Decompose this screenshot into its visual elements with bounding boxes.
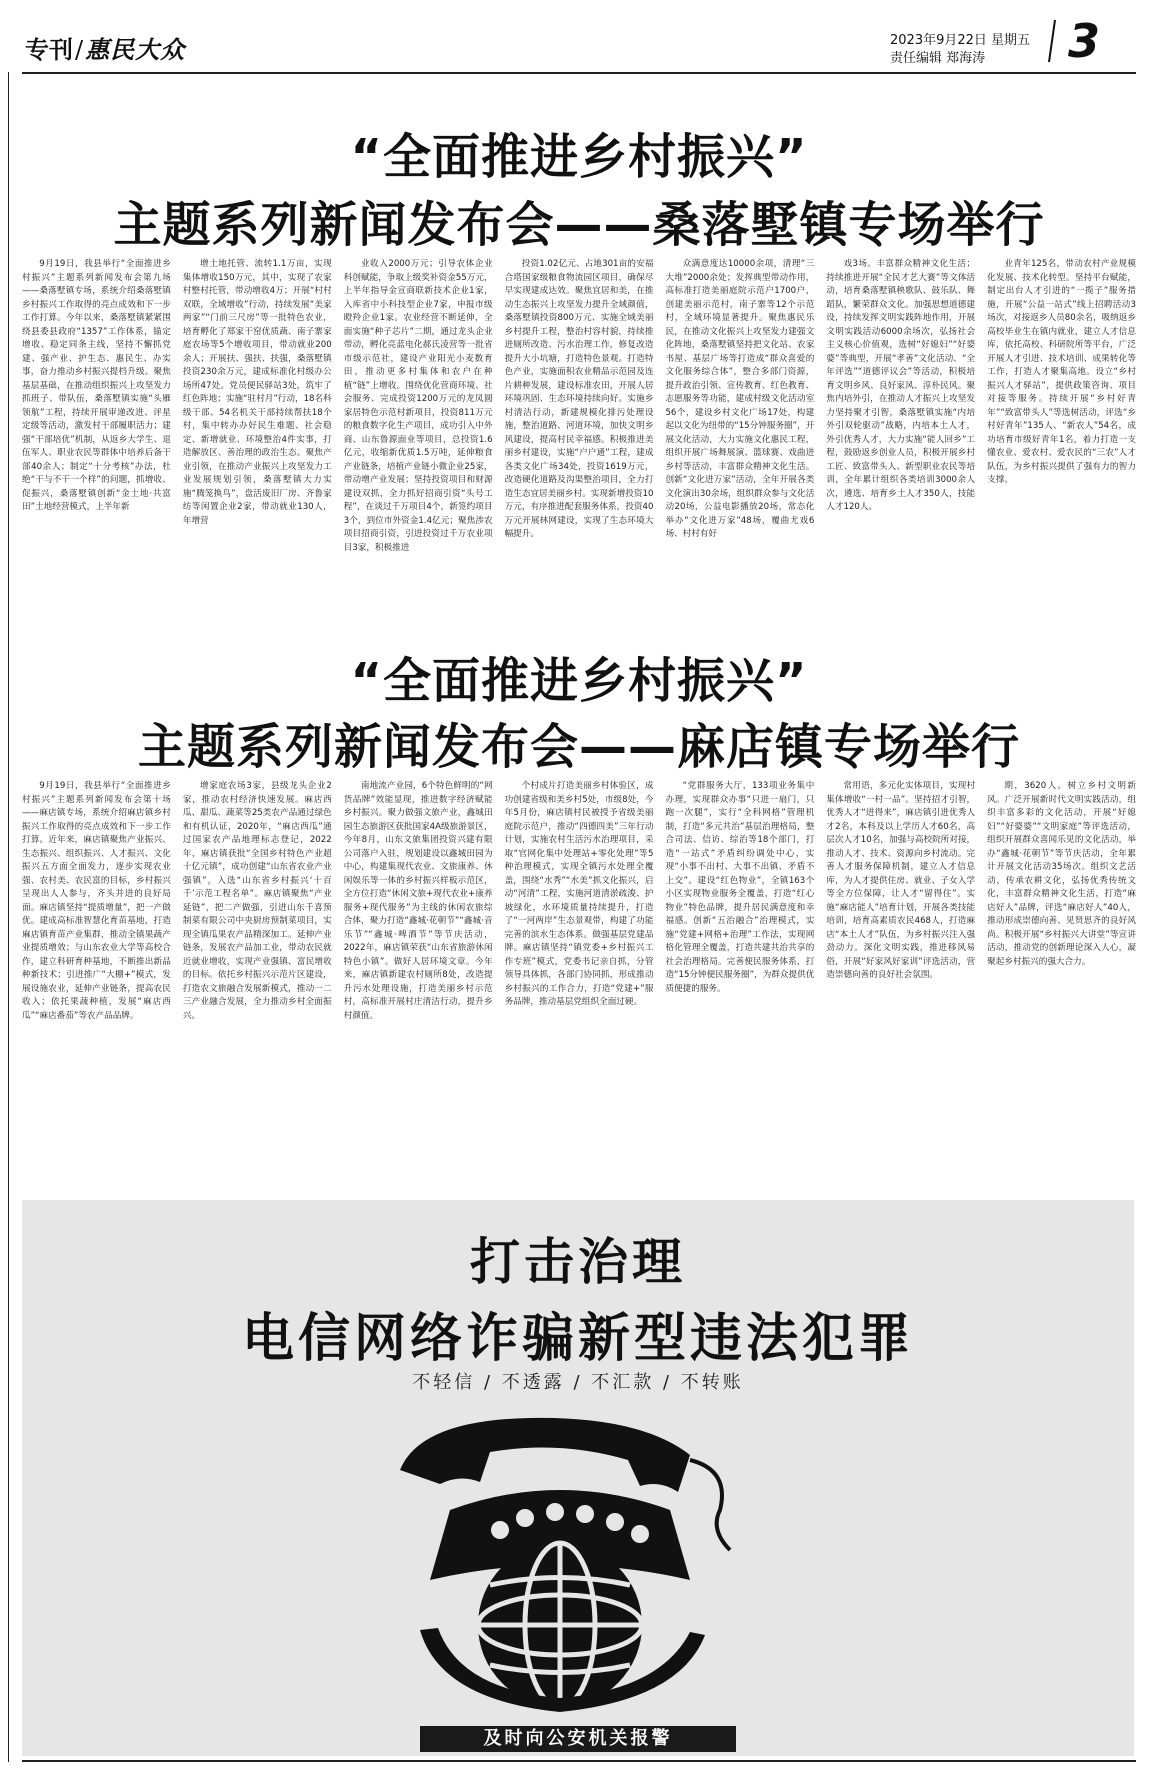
article2-text: 增家庭农场3家，县级龙头企业2家，推动农村经济快速发展。麻店西瓜、甜瓜、蔬菜等25类农产品通过绿色和有机认证，2020年，“麻店西瓜”通过国家农产品地理标志登记，2022年，麻店镇获批“全国乡村特色产业超十亿元镇”，成功创建“山东省农业产业强镇”，入选“山东省乡村振兴‘十百千’示范工程名单”。麻店镇聚焦“产业延链”，把二产做强，引进山东千喜预制菜有限公司中央厨房预制菜项目，实现全镇瓜果农产品精深加工。延伸产业链条，发展农产品加工业，带动农民就近就业增收，实现产业强镇、富民增收的目标。依托乡村振兴示范片区建设，打造农文旅融合发展新模式，推动一二三产业融合发展，全力推动乡村全面振兴。 [182, 781, 332, 1021]
article2-column [22, 780, 171, 1188]
page-number: 3 [1068, 14, 1101, 68]
poster-title-line1: 打击治理 [470, 1233, 686, 1291]
editor-credit: 责任编辑 郑海涛 [890, 51, 986, 66]
article1-body [22, 258, 1136, 613]
article1-text: 戏3场。丰富群众精神文化生活；持续推进开展“全民才艺大赛”等文体活动，培育桑落墅镇秧歌队、鼓乐队、舞蹈队，繁荣群众文化。加强思想道德建设，持续发挥文明实践阵地作用，开展文明实践活动6000余场次，弘扬社会主义核心价值观，选树“好媳妇”“好婆婆”等典型，开展“孝善”文化活动、“全年评选”“道德评议会”等活动，积极培育文明乡风、良好家风、淳朴民风。聚焦内培外引，在推动人才振兴上攻坚发力坚持聚才引智，桑落墅镇实施“内培外引双轮驱动”战略，内培本土人才，外引优秀人才，大力实施“能人回乡”工程，鼓励返乡创业人员，积极开展乡村工匠、致富带头人、新型职业农民等培训，全年累计组织各类培训3000余人次，遴选、培育乡土人才350人，技能人才120人。 [826, 259, 976, 512]
article1-text: 众满意度达10000余项，清理“三大堆”2000余处；发挥典型带动作用，高标准打造美丽庭院示范户1700户，创建美丽示范村，南子寨等12个示范村，全域环境显著提升。聚焦惠民乐民，在推动文化振兴上攻坚发力建强文化阵地，桑落墅镇坚持把文化站、农家书屋、基层广场等打造成“群众喜爱的文化服务综合体”，整合多部门资源，提升政治引领、宣传教育、红色教育、志愿服务等功能，建成村级文化活动室56个，建设乡村文化广场17处，构建起以文化为纽带的“15分钟服务圈”，开展文化活动，大力实施文化惠民工程，组织开展广场舞展演、篮球赛、戏曲进乡村等活动，丰富群众精神文化生活。创新“文化进万家”活动，全年开展各类文化演出30余场，组织群众参与文化活动20场，公益电影播放20场，常态化举办“文化进万家”48场，覆曲尤戏6场、村村有好 [665, 259, 815, 539]
article1-title-line1: “全面推进乡村振兴” [350, 129, 808, 185]
article2-column [344, 780, 493, 1188]
article2-text: 期，3620人。树立乡村文明新风。广泛开展新时代文明实践活动，组织丰富多彩的文化活动，开展“好媳妇”“好婆婆”“文明家庭”等评选活动，组织开展群众喜闻乐见的文化活动，举办“鑫城·花朝节”等节庆活动，全年累计开展文化活动35场次。组织文艺活动，传承农耕文化，弘扬优秀传统文化，丰富群众精神文化生活，打造“麻店好人”品牌，评选“麻店好人”40人，推动形成崇德向善、见贤思齐的良好风尚。积极开展“乡村振兴大讲堂”等宣讲活动，推动党的创新理论深入人心，凝聚起乡村振兴的强大合力。 [987, 781, 1137, 967]
article1-column [826, 258, 975, 613]
section-label: 专刊 [25, 35, 73, 64]
article2-title-line1: “全面推进乡村振兴” [350, 653, 808, 709]
page-slash-icon [1048, 18, 1056, 64]
article1-text: 投资1.02亿元、占地301亩的安福合塔国家级粮食物流园区项目，确保尽早实现建成达效。聚焦宜居和美，在推动生态振兴上攻坚发力提升全域颜值，桑落墅镇投资800万元、实施全域美丽乡村提升工程，整治村容村貌，持续推进厕所改造、污水治理工作，修复改造提升大小坑塘，打造特色景观。打造特色产业，实施面积农业精品示范园及连片耕种发展，建设标准农田，开展人居环境巩固、生态环境持续向好。实施乡村清洁行动，新建规模化排污处理设施，整治道路、河道环境，加快文明乡风建设，提高村民幸福感。积极推进美丽乡村建设，实施“户户通”工程，建成各类文化广场34处，投资1619万元，改造硬化道路及沟渠整治项目，全力打造生态宜居美丽乡村。实现新增投资10万元，有序推进配套服务体系，投资40万元开展林网建设，实现了生态环境大幅提升。 [504, 259, 654, 539]
article2-text: 个村成片打造美丽乡村体验区，成功创建省级和美乡村5处，市级8处，今年5月份，麻店镇村民被授予省级美丽庭院示范户，推动“四德四美”三年行动计划，实施农村生活污水治理项目，采取“官网化集中处理站+零化处理”等5种治理模式，实现全镇污水处理全覆盖，围绕“水秀”“水美”抓文化振兴，启动“河清”工程，实施河道清淤疏浚、护坡绿化，水环境质量持续提升，打造了“一河两岸”生态景观带，构建了功能完善的滨水生态体系。做强基层党建品牌。麻店镇坚持“镇党委+乡村振兴工作专班”模式，党委书记亲自抓，分管领导具体抓，各部门协同抓，形成推动乡村振兴的工作合力，打造“党建+”服务品牌，推动基层党组织全面过硬。 [504, 781, 654, 1007]
column-label: 惠民大众 [85, 35, 186, 64]
article2-body [22, 780, 1136, 1188]
poster-title-line2: 电信网络诈骗新型违法犯罪 [241, 1309, 914, 1369]
section-title [25, 30, 185, 65]
article2-title-line2: 主题系列新闻发布会——麻店镇专场举行 [137, 719, 1020, 775]
section-slash: / [75, 36, 84, 64]
article2-column [665, 780, 814, 1188]
article2-column [183, 780, 332, 1188]
article1-text: 9月19日，我县举行“全面推进乡村振兴”主题系列新闻发布会第九场——桑落墅镇专场，系统介绍桑落墅镇乡村振兴工作取得的亮点成效和下一步工作打算。今年以来，桑落墅镇紧紧围绕县委县政府“1357”工作体系，锚定增收、稳定同条主线，坚持不懈抓党建、强产业、护生态、惠民生、办实事，奋力推动乡村振兴提档升级。聚焦基层基础，在推动组织振兴上攻坚发力抓班子、带队伍，桑落墅镇实施“头雁领航”工程，持续开展审递改进、评星定级等活动，激发村干部履职活力；建强“干部培优”机制，从返乡大学生、退伍军人、职业农民等群体中培养后备干部40余人；制定“十分考核”办法，杜绝“干与不干一个样”的问题，抓增收、促振兴，桑落墅镇创新“金土地·共富田”土地经营模式，上半年新 [22, 259, 171, 512]
article1-text: 业青年125名，带动农村产业规模化发展、技术化转型。坚持平台赋能，制定出台人才引进的“一揽子”服务措施，开展“公益一站式”线上招聘活动3场次，对接返乡人员80余名，吸纳返乡高校毕业生在镇内就业，建立人才信息库，依托高校、科研院所等平台，广泛开展人才引进、技术培训、成果转化等工作，打造人才聚集高地。设立“乡村振兴人才驿站”，提供政策咨询、项目对接等服务。持续开展“乡村好青年”“致富带头人”等选树活动，评选“乡村好青年”135人、“新农人”54名，成功培育市级好青年1名，着力打造一支懂农业、爱农村、爱农民的“三农”人才队伍，为乡村振兴提供了强有力的智力支撑。 [987, 259, 1137, 485]
article1-text: 增土地托管、流转1.1万亩，实现集体增收150万元，其中，实现了农家村整村托管，带动增收4万；开展“村村双联，全域增收”行动，持续发展“美家两家”“门前三尺房”等一批特色农业，培育孵化了郑家干窑优质蔬、南子寨家庭农场等5个增收项目，带动就业200余人；开展扶、强扶、扶强，桑落墅镇投资230余万元，建成标准化村级办公场所47处。党员便民驿站3处，筑牢了红色阵地；实施“驻村月”行动，18名科级干部、54名机关干部持续帮扶18个村，集中转办办好民生难题、社会稳定、新增就业、环境整治4件实事，打造解放区、善治理的政治生态。聚焦产业引领，在推动产业振兴上攻坚发力工业发展规划引领，桑落墅镇大力实施“腾笼换鸟”，盘活废旧厂房、齐鲁家纺等闲置企业2家，带动就业130人，年增营 [182, 259, 332, 526]
telephone-globe-icon [360, 1400, 760, 1716]
article2-text: 常用语，多元化实体项目，实现村集体增收“一村一品”。坚持招才引智，优秀人才“进得来”，麻店镇引进优秀人才2名，本科及以上学历人才60名，高层次人才10名，加强与高校院所对接，推动人才、技术、资源向乡村流动。完善人才服务保障机制，建立人才信息库，为人才提供住房、就业、子女入学等全方位保障，让人才“留得住”。实施“麻店能人”培育计划，开展各类技能培训，培育高素质农民468人，打造麻店“本土人才”队伍，为乡村振兴注入强劲动力。深化文明实践，推进移风易俗，开展“好家风好家训”评选活动，营造崇德向善的良好社会氛围。 [826, 781, 976, 980]
left-margin-rule [0, 72, 9, 1762]
article1-column [344, 258, 493, 613]
article2-text: “党群服务大厅，133项业务集中办理，实现群众办事“只进一扇门，只跑一次腿”，实行“全科网格”管理机制，打造“多元共治”基层治理格局，整合司法、信访、综治等18个部门，打造“一站式”矛盾纠纷调处中心，实现“小事不出村、大事不出镇、矛盾不上交”。建设“红色物业”，全镇163个小区实现物业服务全覆盖，打造“红心物业”特色品牌，提升居民满意度和幸福感。创新“五治融合”治理模式，实施“党建+网格+治理”工作法，实现网格化管理全覆盖，打造共建共治共享的社会治理格局。完善便民服务体系，打造“15分钟便民服务圈”，为群众提供优质便捷的服务。 [665, 781, 815, 994]
article1-column [22, 258, 171, 613]
article2-column [826, 780, 975, 1188]
header-divider [22, 72, 1136, 74]
article2-column [987, 780, 1136, 1188]
article1-column [665, 258, 814, 613]
article1-title-line2: 主题系列新闻发布会——桑落墅镇专场举行 [113, 197, 1045, 253]
footer-divider [22, 1760, 1136, 1762]
article1-text: 业收入2000万元；引导农体企业科创赋能，争取上级奖补资金55万元，上半年指导金宣商联新技术企业1家，入库省中小科技型企业7家，申报市级瞪羚企业1家。农业经营不断延伸，全面实施“种子芯片”二期，通过龙头企业带动，孵化亮蓝电化郝氏凌营等一批省市级示范社，建设产业阳光小麦数育田，推动更多村集体和农户在种植“链”上增收。围绕优化营商环境、社会服务、完成投资1200万元的龙凤圆家居特色示范村新项目，投资811万元的粮食数字化生产项目，成功引入中外商、山东鲁源面业等项目，总投资1.6亿元，收缩新优质1.5万吨，延伸粮食产业链条，培植产业链小微企业25家，带动增产业发展；坚持投资项目和财源建设双抓，全力抓好招商引资“头号工程”，在谈过千万项目4个，新签约项目3个，到位市外资金1.4亿元；聚焦涉农项目招商引资，引进投资过千万农业项目3家，积极推进 [343, 259, 493, 553]
report-to-police-banner: 及时向公安机关报警 [420, 1726, 736, 1752]
article2-text: 南地流产业园，6个特色鲜明的“网货品牌”效能显现，推进数字经济赋能乡村振兴。聚力做强文旅产业，鑫城田园生态旅游区获批国家4A级旅游景区，今年8月，山东文旅集团投资兴建有限公司落户入驻，规划建设以鑫城田园为中心，构建集现代农业、文旅康养、休闲娱乐等一体的乡村振兴样板示范区，全方位打造“休闲文旅+现代农业+康养服务+现代服务”为主线的休闲农旅综合体，聚力打造“鑫城·花朝节”“鑫城·音乐节”“鑫城·啤酒节”等节庆活动，2022年，麻店镇荣获“山东省旅游休闲特色小镇”。做好人居环境文章。今年来，麻店镇新建农村厕所8处，改造提升污水处理设施，打造美丽乡村示范村，高标准开展村庄清洁行动，提升乡村颜值。 [343, 781, 493, 1021]
article1-column [987, 258, 1136, 613]
article1-column [183, 258, 332, 613]
poster-slogan: 不轻信 / 不透露 / 不汇款 / 不转账 [412, 1372, 744, 1393]
article2-column [505, 780, 654, 1188]
article1-column [505, 258, 654, 613]
issue-date: 2023年9月22日 星期五 [890, 33, 1031, 48]
article2-text: 9月19日，我县举行“全面推进乡村振兴”主题系列新闻发布会第十场——麻店镇专场，系统介绍麻店镇乡村振兴工作取得的亮点成效和下一步工作打算。近年来，麻店镇聚焦产业振兴、生态振兴、组织振兴、人才振兴、文化振兴五方面全面发力，逐步实现农业强、农村美、农民富的目标，乡村振兴呈现出人人参与，齐头并进的良好局面。麻店镇坚持“提质增量”，把一产做优。建成高标准智慧化育苗基地，打造麻店镇育苗产业集群，推动全镇果蔬产业提质增效；与山东农业大学等高校合作，建立科研育种基地，不断推出新品种新技术；引进推广“大棚+”模式，发展设施农业，延伸产业链条，提高农民收入；依托果蔬种植，发展“麻店西瓜”“麻店番茄”等农产品品牌。 [22, 781, 171, 1021]
